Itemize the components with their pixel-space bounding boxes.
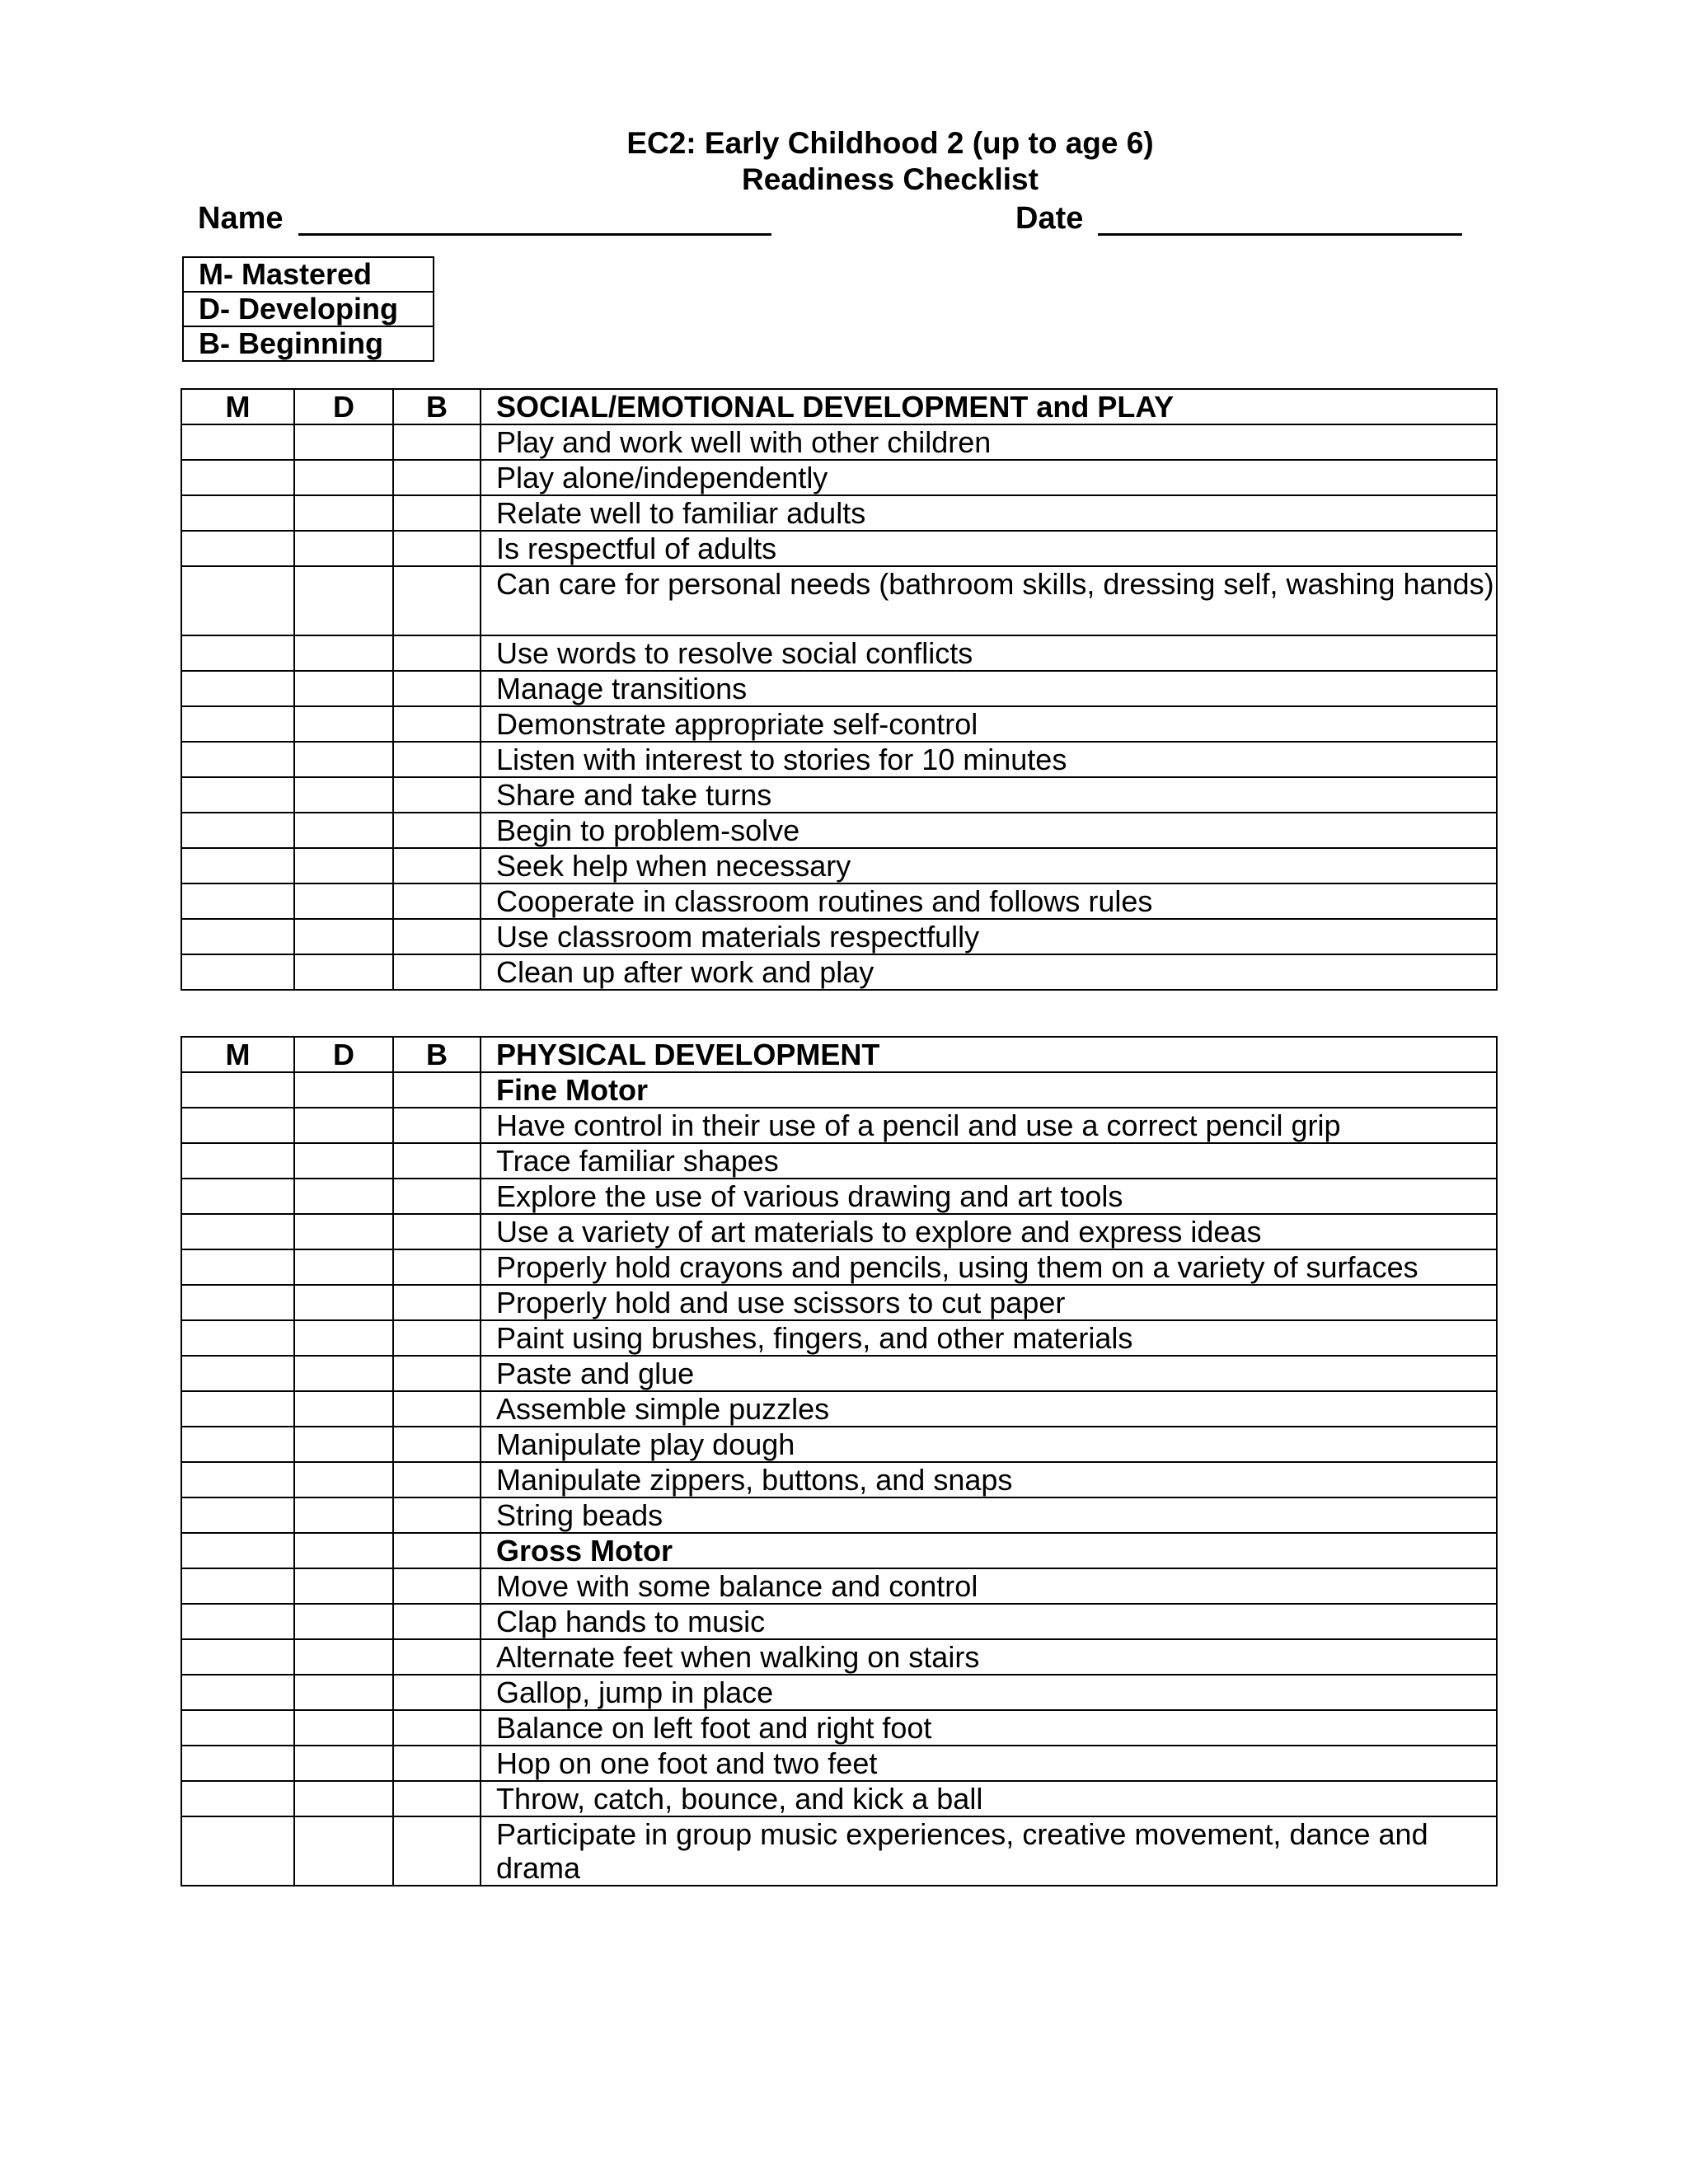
checklist-row (181, 1427, 1497, 1462)
checklist-row (181, 1675, 1497, 1710)
checklist-row (181, 742, 1497, 777)
checklist-row (181, 1356, 1497, 1391)
checkbox-cell-m[interactable] (181, 1214, 294, 1249)
table-header-row (181, 389, 1497, 424)
checkbox-cell-m[interactable] (181, 1391, 294, 1427)
checkbox-cell-m[interactable] (181, 1497, 294, 1533)
checklist-item-label: Cooperate in classroom routines and follows rules (481, 883, 1497, 919)
checklist-row (181, 531, 1497, 566)
checklist-item-label: Clean up after work and play (481, 954, 1497, 990)
checklist-row (181, 848, 1497, 883)
checkbox-cell-b[interactable] (393, 1604, 481, 1639)
checkbox-cell-b[interactable] (393, 1781, 481, 1816)
checkbox-cell-d[interactable] (294, 1391, 393, 1427)
checkbox-cell-m[interactable] (181, 1143, 294, 1179)
checkbox-cell-m[interactable] (181, 531, 294, 566)
checklist-row (181, 883, 1497, 919)
checkbox-cell-m[interactable] (181, 1675, 294, 1710)
checklist-item-label: Hop on one foot and two feet (481, 1746, 1497, 1781)
checklist-item-label: Balance on left foot and right foot (481, 1710, 1497, 1746)
checklist-row (181, 919, 1497, 954)
checklist-row (181, 1816, 1497, 1886)
checklist-item-label: Is respectful of adults (481, 531, 1497, 566)
checklist-row (181, 1781, 1497, 1816)
checkbox-cell-m[interactable] (181, 1781, 294, 1816)
checklist-row (181, 671, 1497, 706)
checkbox-cell-d[interactable] (294, 671, 393, 706)
checklist-row (181, 424, 1497, 460)
checkbox-cell-b[interactable] (393, 1320, 481, 1356)
checklist-item-label: Trace familiar shapes (481, 1143, 1497, 1179)
checkbox-cell-m[interactable] (181, 635, 294, 671)
checklist-row (181, 1143, 1497, 1179)
checkbox-cell-b[interactable] (393, 1497, 481, 1533)
checkbox-cell-b[interactable] (393, 635, 481, 671)
checklist-row (181, 635, 1497, 671)
checklist-item-label: Use classroom materials respectfully (481, 919, 1497, 954)
checkbox-cell-d[interactable] (294, 813, 393, 848)
checkbox-cell-d[interactable] (294, 1285, 393, 1320)
checklist-item-label: Move with some balance and control (481, 1568, 1497, 1604)
name-label: Name (198, 201, 284, 236)
checkbox-cell-m[interactable] (181, 460, 294, 495)
table-header-row (181, 1037, 1497, 1072)
legend-table (182, 256, 434, 362)
checkbox-cell-d[interactable] (294, 1072, 393, 1108)
checkbox-cell-b[interactable] (393, 1639, 481, 1675)
checkbox-cell-b[interactable] (393, 671, 481, 706)
checkbox-cell-d[interactable] (294, 460, 393, 495)
checkbox-cell-m[interactable] (181, 1604, 294, 1639)
checkbox-cell-d[interactable] (294, 1108, 393, 1143)
checkbox-cell-d[interactable] (294, 1568, 393, 1604)
checkbox-cell-b[interactable] (393, 1427, 481, 1462)
checklist-row (181, 1710, 1497, 1746)
date-label: Date (1015, 201, 1084, 236)
checkbox-cell-d[interactable] (294, 1675, 393, 1710)
checklist-item-label: Relate well to familiar adults (481, 495, 1497, 531)
date-field[interactable] (1098, 233, 1462, 236)
checkbox-cell-m[interactable] (181, 1639, 294, 1675)
checklist-item-label: Properly hold and use scissors to cut paper (481, 1285, 1497, 1320)
physical-development-table (181, 1036, 1498, 1886)
checklist-item-label: Use a variety of art materials to explore and express ideas (481, 1214, 1497, 1249)
name-field[interactable] (298, 233, 771, 236)
checklist-row (181, 1249, 1497, 1285)
checkbox-cell-m[interactable] (181, 1462, 294, 1497)
checkbox-cell-b[interactable] (393, 566, 481, 635)
checkbox-cell-m[interactable] (181, 777, 294, 813)
checkbox-cell-d[interactable] (294, 1497, 393, 1533)
checklist-item-label: Explore the use of various drawing and art tools (481, 1179, 1497, 1214)
checkbox-cell-m[interactable] (181, 566, 294, 635)
checklist-item-label: Listen with interest to stories for 10 minutes (481, 742, 1497, 777)
checklist-item-label: Can care for personal needs (bathroom skills, dressing self, washing hands) (481, 566, 1497, 635)
legend-beginning: B- Beginning (183, 326, 434, 361)
checkbox-cell-m[interactable] (181, 1249, 294, 1285)
checkbox-cell-b[interactable] (393, 883, 481, 919)
checkbox-cell-m[interactable] (181, 1746, 294, 1781)
section-heading-physical: PHYSICAL DEVELOPMENT (481, 1037, 1497, 1072)
legend-developing: D- Developing (183, 292, 434, 326)
checkbox-cell-b[interactable] (393, 1108, 481, 1143)
checkbox-cell-b[interactable] (393, 813, 481, 848)
checkbox-cell-m[interactable] (181, 1356, 294, 1391)
checkbox-cell-b[interactable] (393, 424, 481, 460)
checklist-row (181, 1214, 1497, 1249)
section-heading-social: SOCIAL/EMOTIONAL DEVELOPMENT and PLAY (481, 389, 1497, 424)
checkbox-cell-d[interactable] (294, 1179, 393, 1214)
checkbox-cell-d[interactable] (294, 848, 393, 883)
checklist-item-label: Share and take turns (481, 777, 1497, 813)
subsection-row (181, 1072, 1497, 1108)
checklist-item-label: Begin to problem-solve (481, 813, 1497, 848)
checklist-item-label: Seek help when necessary (481, 848, 1497, 883)
checkbox-cell-m[interactable] (181, 1533, 294, 1568)
checkbox-cell-b[interactable] (393, 495, 481, 531)
checkbox-cell-d[interactable] (294, 1746, 393, 1781)
subsection-label: Fine Motor (481, 1072, 1497, 1108)
checkbox-cell-d[interactable] (294, 1356, 393, 1391)
checkbox-cell-d[interactable] (294, 1214, 393, 1249)
checkbox-cell-d[interactable] (294, 954, 393, 990)
checkbox-cell-m[interactable] (181, 1072, 294, 1108)
checkbox-cell-b[interactable] (393, 1533, 481, 1568)
checkbox-cell-d[interactable] (294, 1816, 393, 1886)
checkbox-cell-b[interactable] (393, 1746, 481, 1781)
checklist-item-label: Participate in group music experiences, creative movement, dance and drama (481, 1816, 1497, 1886)
checklist-row (181, 460, 1497, 495)
checkbox-cell-b[interactable] (393, 1675, 481, 1710)
checkbox-cell-d[interactable] (294, 777, 393, 813)
checkbox-cell-b[interactable] (393, 1391, 481, 1427)
checkbox-cell-m[interactable] (181, 954, 294, 990)
checkbox-cell-m[interactable] (181, 1320, 294, 1356)
checklist-item-label: Play and work well with other children (481, 424, 1497, 460)
checklist-row (181, 1462, 1497, 1497)
checkbox-cell-m[interactable] (181, 424, 294, 460)
checkbox-cell-b[interactable] (393, 1568, 481, 1604)
checklist-item-label: Manage transitions (481, 671, 1497, 706)
checkbox-cell-d[interactable] (294, 1462, 393, 1497)
checkbox-cell-d[interactable] (294, 495, 393, 531)
column-d: D (294, 1037, 393, 1072)
checklist-item-label: Throw, catch, bounce, and kick a ball (481, 1781, 1497, 1816)
checklist-row (181, 1746, 1497, 1781)
checkbox-cell-d[interactable] (294, 566, 393, 635)
subsection-row (181, 1533, 1497, 1568)
checklist-item-label: Manipulate play dough (481, 1427, 1497, 1462)
checkbox-cell-m[interactable] (181, 919, 294, 954)
checklist-row (181, 1568, 1497, 1604)
checkbox-cell-d[interactable] (294, 1427, 393, 1462)
checkbox-cell-d[interactable] (294, 424, 393, 460)
checklist-item-label: String beads (481, 1497, 1497, 1533)
checkbox-cell-d[interactable] (294, 883, 393, 919)
page-title: EC2: Early Childhood 2 (up to age 6) (626, 126, 1154, 160)
checkbox-cell-d[interactable] (294, 635, 393, 671)
checkbox-cell-b[interactable] (393, 919, 481, 954)
checkbox-cell-d[interactable] (294, 531, 393, 566)
checklist-row (181, 495, 1497, 531)
checkbox-cell-m[interactable] (181, 706, 294, 742)
checklist-row (181, 1497, 1497, 1533)
checklist-row (181, 1391, 1497, 1427)
checkbox-cell-b[interactable] (393, 1214, 481, 1249)
checkbox-cell-d[interactable] (294, 1320, 393, 1356)
checkbox-cell-m[interactable] (181, 1710, 294, 1746)
checkbox-cell-d[interactable] (294, 1604, 393, 1639)
checkbox-cell-b[interactable] (393, 1462, 481, 1497)
checkbox-cell-b[interactable] (393, 1179, 481, 1214)
checkbox-cell-b[interactable] (393, 954, 481, 990)
checklist-row (181, 813, 1497, 848)
checklist-row (181, 1320, 1497, 1356)
column-b: B (393, 389, 481, 424)
subsection-label: Gross Motor (481, 1533, 1497, 1568)
checkbox-cell-d[interactable] (294, 1143, 393, 1179)
checkbox-cell-m[interactable] (181, 742, 294, 777)
checkbox-cell-b[interactable] (393, 1816, 481, 1886)
checklist-item-label: Paste and glue (481, 1356, 1497, 1391)
social-emotional-table (181, 388, 1498, 991)
column-m: M (181, 389, 294, 424)
checkbox-cell-m[interactable] (181, 495, 294, 531)
checkbox-cell-m[interactable] (181, 1427, 294, 1462)
checkbox-cell-m[interactable] (181, 813, 294, 848)
checkbox-cell-m[interactable] (181, 1816, 294, 1886)
checklist-item-label: Alternate feet when walking on stairs (481, 1639, 1497, 1675)
checkbox-cell-m[interactable] (181, 1108, 294, 1143)
checkbox-cell-b[interactable] (393, 706, 481, 742)
checkbox-cell-d[interactable] (294, 1639, 393, 1675)
checklist-item-label: Properly hold crayons and pencils, using them on a variety of surfaces (481, 1249, 1497, 1285)
checkbox-cell-b[interactable] (393, 1143, 481, 1179)
checkbox-cell-b[interactable] (393, 531, 481, 566)
checkbox-cell-d[interactable] (294, 1533, 393, 1568)
checkbox-cell-m[interactable] (181, 1179, 294, 1214)
checklist-item-label: Manipulate zippers, buttons, and snaps (481, 1462, 1497, 1497)
checklist-item-label: Assemble simple puzzles (481, 1391, 1497, 1427)
page-subtitle: Readiness Checklist (742, 162, 1039, 196)
column-d: D (294, 389, 393, 424)
checklist-row (181, 1179, 1497, 1214)
checkbox-cell-m[interactable] (181, 671, 294, 706)
checkbox-cell-b[interactable] (393, 777, 481, 813)
checklist-item-label: Clap hands to music (481, 1604, 1497, 1639)
checklist-row (181, 777, 1497, 813)
checkbox-cell-d[interactable] (294, 742, 393, 777)
checkbox-cell-d[interactable] (294, 919, 393, 954)
checkbox-cell-d[interactable] (294, 1249, 393, 1285)
checkbox-cell-b[interactable] (393, 1710, 481, 1746)
checkbox-cell-m[interactable] (181, 883, 294, 919)
checklist-row (181, 954, 1497, 990)
checkbox-cell-m[interactable] (181, 848, 294, 883)
checklist-row (181, 1108, 1497, 1143)
column-b: B (393, 1037, 481, 1072)
checkbox-cell-b[interactable] (393, 460, 481, 495)
checkbox-cell-b[interactable] (393, 1285, 481, 1320)
checkbox-cell-d[interactable] (294, 1781, 393, 1816)
checklist-row (181, 1639, 1497, 1675)
checkbox-cell-b[interactable] (393, 1072, 481, 1108)
checklist-row (181, 1285, 1497, 1320)
checkbox-cell-m[interactable] (181, 1568, 294, 1604)
checklist-row (181, 566, 1497, 635)
checklist-item-label: Paint using brushes, fingers, and other materials (481, 1320, 1497, 1356)
checkbox-cell-b[interactable] (393, 1356, 481, 1391)
checkbox-cell-b[interactable] (393, 848, 481, 883)
checklist-item-label: Play alone/independently (481, 460, 1497, 495)
column-m: M (181, 1037, 294, 1072)
checklist-item-label: Gallop, jump in place (481, 1675, 1497, 1710)
checklist-item-label: Use words to resolve social conflicts (481, 635, 1497, 671)
checklist-row (181, 1604, 1497, 1639)
checklist-item-label: Have control in their use of a pencil and use a correct pencil grip (481, 1108, 1497, 1143)
checklist-item-label: Demonstrate appropriate self-control (481, 706, 1497, 742)
checkbox-cell-m[interactable] (181, 1285, 294, 1320)
checkbox-cell-b[interactable] (393, 742, 481, 777)
checkbox-cell-d[interactable] (294, 1710, 393, 1746)
checkbox-cell-d[interactable] (294, 706, 393, 742)
checklist-row (181, 706, 1497, 742)
checkbox-cell-b[interactable] (393, 1249, 481, 1285)
legend-mastered: M- Mastered (183, 257, 434, 292)
